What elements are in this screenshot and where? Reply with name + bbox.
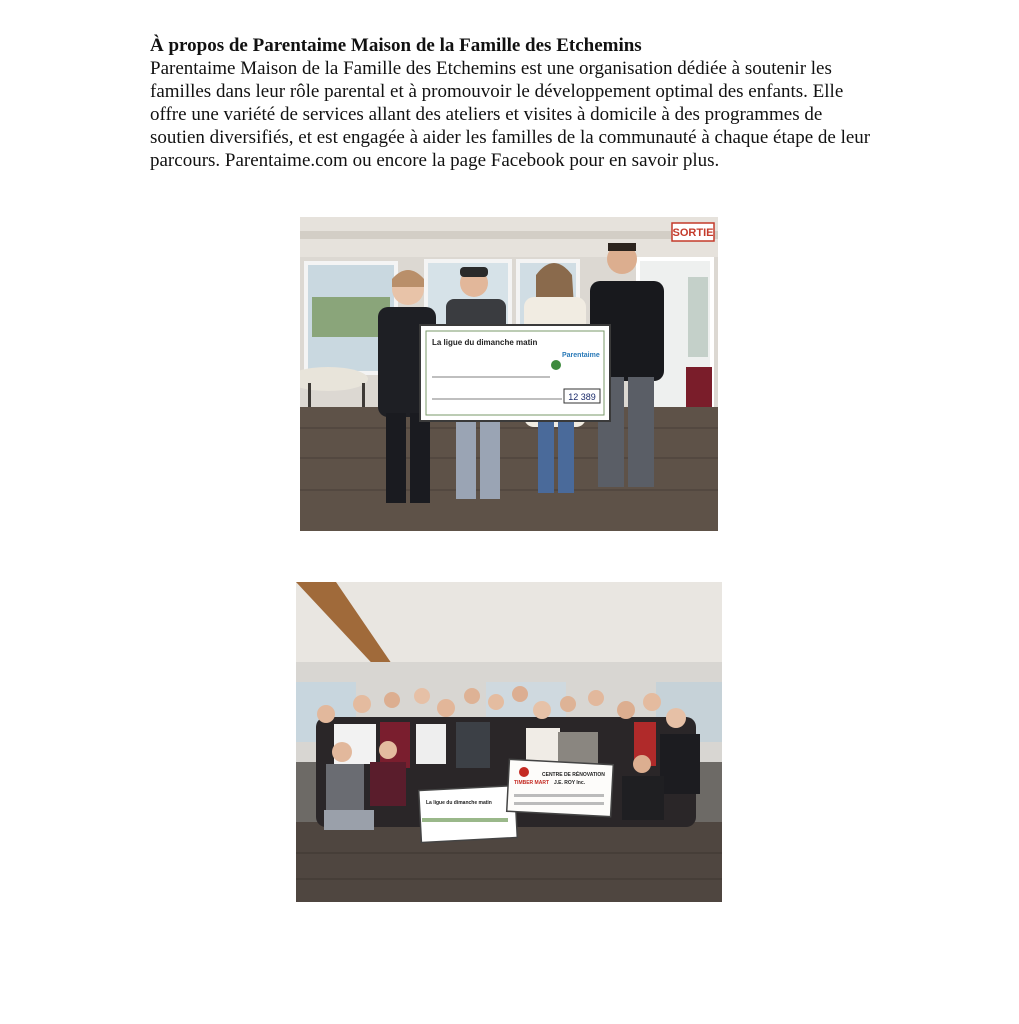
group-cheque-left-title: La ligue du dimanche matin	[426, 800, 492, 806]
exit-sign-text: SORTIE	[672, 227, 714, 239]
group-cheque-right-subtitle: J.E. ROY Inc.	[554, 780, 586, 786]
group-photo-scene	[296, 582, 722, 902]
group-photo	[296, 582, 722, 902]
article-heading: À propos de Parentaime Maison de la Famille des Etchemins	[150, 35, 642, 56]
article-paragraph: Parentaime Maison de la Famille des Etchemins est une organisation dédiée à soutenir les familles dans leur rôle parental et à promouvoir le développement optimal des enfants. Elle offre une variété de services allant des ateliers et visites à domicile à des programmes de soutien diversifiés, et est engagée à aider les familles de la communauté à chaque étape de leur parcours. Parentaime.com ou encore la page Facebook pour en savoir plus.	[150, 58, 871, 171]
cheque-presentation-photo	[300, 217, 718, 531]
group-cheque-right-title: CENTRE DE RÉNOVATION	[542, 772, 605, 778]
cheque-presentation-scene	[300, 217, 718, 531]
cheque-amount: 12 389	[568, 392, 596, 402]
article	[150, 34, 880, 172]
cheque-title: La ligue du dimanche matin	[432, 338, 538, 347]
group-cheque-brand: TIMBER MART	[514, 780, 549, 786]
cheque-logo-text: Parentaime	[562, 352, 600, 359]
